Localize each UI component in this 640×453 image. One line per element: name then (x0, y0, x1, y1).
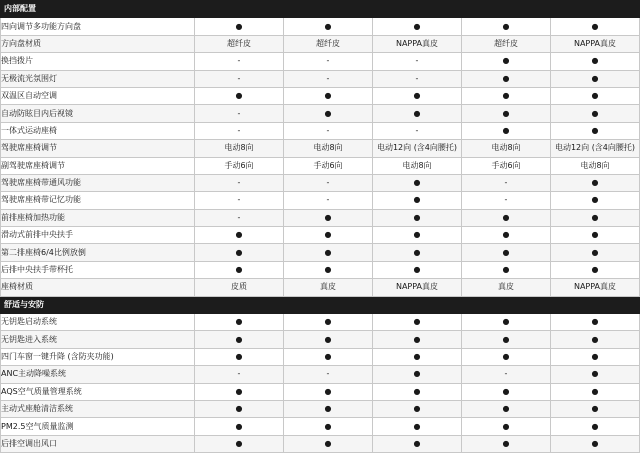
table-row (1, 174, 640, 191)
trim-value-cell: ● (551, 209, 640, 226)
trim-value-cell: ● (462, 87, 551, 104)
trim-value-cell: ● (462, 122, 551, 139)
trim-value-cell: 手动6向 (284, 157, 373, 174)
trim-value-cell: ● (373, 435, 462, 452)
table-row (1, 18, 640, 35)
feature-name: 一体式运动座椅 (1, 122, 195, 139)
trim-value-cell: 电动8向 (373, 157, 462, 174)
trim-value-cell: ● (462, 435, 551, 452)
trim-value-cell: - (284, 53, 373, 70)
trim-value-cell: ● (284, 331, 373, 348)
trim-value-cell: ● (195, 244, 284, 261)
feature-name: 滑动式前排中央扶手 (1, 227, 195, 244)
trim-value-cell: ● (551, 400, 640, 417)
table-row (1, 140, 640, 157)
feature-name: 后排空调出风口 (1, 435, 195, 452)
trim-value-cell: ● (373, 209, 462, 226)
table-row (1, 331, 640, 348)
trim-value-cell: ● (373, 261, 462, 278)
trim-value-cell: ● (551, 53, 640, 70)
trim-value-cell: - (195, 366, 284, 383)
feature-name: 双温区自动空调 (1, 87, 195, 104)
trim-value-cell: - (195, 70, 284, 87)
trim-value-cell: ● (284, 314, 373, 331)
trim-value-cell: NAPPA真皮 (551, 35, 640, 52)
trim-value-cell: ● (462, 314, 551, 331)
trim-value-cell: ● (195, 418, 284, 435)
trim-value-cell: - (462, 366, 551, 383)
trim-value-cell: ● (284, 209, 373, 226)
trim-value-cell: ● (551, 418, 640, 435)
table-row (1, 261, 640, 278)
trim-value-cell: ● (551, 122, 640, 139)
trim-value-cell: ● (195, 348, 284, 365)
trim-value-cell: ● (195, 261, 284, 278)
feature-name: 方向盘材质 (1, 35, 195, 52)
table-row (1, 53, 640, 70)
trim-value-cell: 电动8向 (551, 157, 640, 174)
trim-value-cell: ● (195, 18, 284, 35)
trim-value-cell: ● (373, 400, 462, 417)
feature-name: 前排座椅加热功能 (1, 209, 195, 226)
trim-value-cell: ● (462, 400, 551, 417)
trim-value-cell: ● (462, 244, 551, 261)
trim-value-cell: ● (373, 105, 462, 122)
trim-value-cell: 电动12向 (含4向腰托) (373, 140, 462, 157)
feature-name: AQS空气质量管理系统 (1, 383, 195, 400)
trim-value-cell: - (195, 209, 284, 226)
trim-value-cell: - (373, 70, 462, 87)
trim-value-cell: 电动8向 (284, 140, 373, 157)
feature-name: 副驾驶席座椅调节 (1, 157, 195, 174)
trim-value-cell: 超纤皮 (195, 35, 284, 52)
table-row (1, 348, 640, 365)
trim-value-cell: 电动12向 (含4向腰托) (551, 140, 640, 157)
trim-value-cell: ● (551, 105, 640, 122)
trim-value-cell: - (195, 105, 284, 122)
trim-value-cell: ● (551, 87, 640, 104)
table-row (1, 192, 640, 209)
trim-value-cell: ● (284, 105, 373, 122)
table-row (1, 314, 640, 331)
trim-value-cell: ● (373, 331, 462, 348)
trim-value-cell: ● (551, 314, 640, 331)
trim-value-cell: ● (462, 105, 551, 122)
feature-name: 后排中央扶手带杯托 (1, 261, 195, 278)
trim-value-cell: 超纤皮 (462, 35, 551, 52)
trim-value-cell: ● (462, 227, 551, 244)
trim-value-cell: 超纤皮 (284, 35, 373, 52)
trim-value-cell: - (195, 174, 284, 191)
trim-value-cell: ● (462, 418, 551, 435)
trim-value-cell: ● (462, 331, 551, 348)
trim-value-cell: 真皮 (462, 279, 551, 296)
trim-value-cell: ● (373, 18, 462, 35)
table-row (1, 418, 640, 435)
table-row (1, 383, 640, 400)
table-row (1, 157, 640, 174)
trim-value-cell: - (195, 192, 284, 209)
trim-value-cell: ● (462, 261, 551, 278)
trim-value-cell: ● (284, 400, 373, 417)
trim-value-cell: - (195, 53, 284, 70)
trim-value-cell: ● (551, 227, 640, 244)
trim-value-cell: ● (284, 261, 373, 278)
trim-value-cell: ● (373, 174, 462, 191)
table-row (1, 122, 640, 139)
trim-value-cell: ● (551, 70, 640, 87)
trim-value-cell: ● (373, 192, 462, 209)
feature-name: 座椅材质 (1, 279, 195, 296)
trim-value-cell: 电动8向 (195, 140, 284, 157)
table-row (1, 400, 640, 417)
trim-value-cell: - (284, 174, 373, 191)
trim-value-cell: ● (373, 383, 462, 400)
section-title: 内部配置 (1, 1, 640, 18)
trim-value-cell: ● (195, 87, 284, 104)
trim-value-cell: NAPPA真皮 (551, 279, 640, 296)
table-row (1, 435, 640, 452)
feature-name: 驾驶席座椅带通风功能 (1, 174, 195, 191)
trim-value-cell: ● (373, 348, 462, 365)
trim-value-cell: 皮质 (195, 279, 284, 296)
feature-name: 无钥匙进入系统 (1, 331, 195, 348)
trim-value-cell: - (195, 122, 284, 139)
section-header-row (1, 1, 640, 18)
spec-table-body (1, 1, 640, 453)
trim-value-cell: 手动6向 (195, 157, 284, 174)
table-row (1, 35, 640, 52)
trim-value-cell: ● (373, 366, 462, 383)
trim-value-cell: ● (284, 418, 373, 435)
trim-value-cell: NAPPA真皮 (373, 35, 462, 52)
trim-value-cell: ● (284, 383, 373, 400)
trim-value-cell: ● (551, 261, 640, 278)
table-row (1, 227, 640, 244)
trim-value-cell: ● (551, 244, 640, 261)
trim-value-cell: - (284, 70, 373, 87)
trim-value-cell: ● (462, 209, 551, 226)
trim-value-cell: ● (373, 227, 462, 244)
trim-value-cell: ● (462, 70, 551, 87)
trim-value-cell: ● (462, 348, 551, 365)
trim-value-cell: - (462, 192, 551, 209)
trim-value-cell: NAPPA真皮 (373, 279, 462, 296)
trim-value-cell: ● (551, 192, 640, 209)
trim-value-cell: ● (551, 435, 640, 452)
section-title: 舒适与安防 (1, 296, 640, 313)
trim-value-cell: ● (195, 435, 284, 452)
feature-name: 驾驶席座椅带记忆功能 (1, 192, 195, 209)
trim-value-cell: ● (551, 331, 640, 348)
trim-value-cell: - (462, 174, 551, 191)
trim-value-cell: - (284, 192, 373, 209)
trim-value-cell: ● (195, 314, 284, 331)
trim-value-cell: ● (373, 418, 462, 435)
trim-value-cell: ● (373, 244, 462, 261)
trim-value-cell: ● (284, 348, 373, 365)
trim-value-cell: ● (284, 18, 373, 35)
trim-value-cell: - (373, 53, 462, 70)
trim-value-cell: ● (551, 383, 640, 400)
feature-name: 四向调节多功能方向盘 (1, 18, 195, 35)
trim-value-cell: - (373, 122, 462, 139)
trim-value-cell: ● (284, 435, 373, 452)
trim-value-cell: ● (462, 383, 551, 400)
trim-value-cell: ● (195, 227, 284, 244)
trim-value-cell: ● (551, 348, 640, 365)
table-row (1, 87, 640, 104)
table-row (1, 279, 640, 296)
trim-value-cell: ● (373, 314, 462, 331)
trim-value-cell: ● (195, 400, 284, 417)
trim-value-cell: ● (195, 383, 284, 400)
trim-value-cell: 真皮 (284, 279, 373, 296)
feature-name: 第二排座椅6/4比例放倒 (1, 244, 195, 261)
trim-value-cell: ● (373, 87, 462, 104)
feature-name: ANC主动降噪系统 (1, 366, 195, 383)
feature-name: 换挡拨片 (1, 53, 195, 70)
feature-name: 无钥匙启动系统 (1, 314, 195, 331)
section-header-row (1, 296, 640, 313)
feature-name: 自动防眩目内后视镜 (1, 105, 195, 122)
table-row (1, 209, 640, 226)
trim-value-cell: - (284, 366, 373, 383)
feature-name: 无极流光氛围灯 (1, 70, 195, 87)
table-row (1, 244, 640, 261)
feature-name: 驾驶席座椅调节 (1, 140, 195, 157)
trim-value-cell: ● (551, 366, 640, 383)
table-row (1, 366, 640, 383)
table-row (1, 70, 640, 87)
feature-name: 四门车窗一键升降 (含防夹功能) (1, 348, 195, 365)
trim-value-cell: - (284, 122, 373, 139)
trim-value-cell: ● (462, 53, 551, 70)
table-row (1, 105, 640, 122)
feature-name: 主动式座舱清洁系统 (1, 400, 195, 417)
trim-value-cell: ● (551, 18, 640, 35)
feature-name: PM2.5空气质量监测 (1, 418, 195, 435)
trim-value-cell: 手动6向 (462, 157, 551, 174)
trim-value-cell: 电动8向 (462, 140, 551, 157)
trim-value-cell: ● (284, 87, 373, 104)
trim-value-cell: ● (462, 18, 551, 35)
trim-value-cell: ● (284, 227, 373, 244)
trim-value-cell: ● (284, 244, 373, 261)
trim-value-cell: ● (195, 331, 284, 348)
trim-value-cell: ● (551, 174, 640, 191)
